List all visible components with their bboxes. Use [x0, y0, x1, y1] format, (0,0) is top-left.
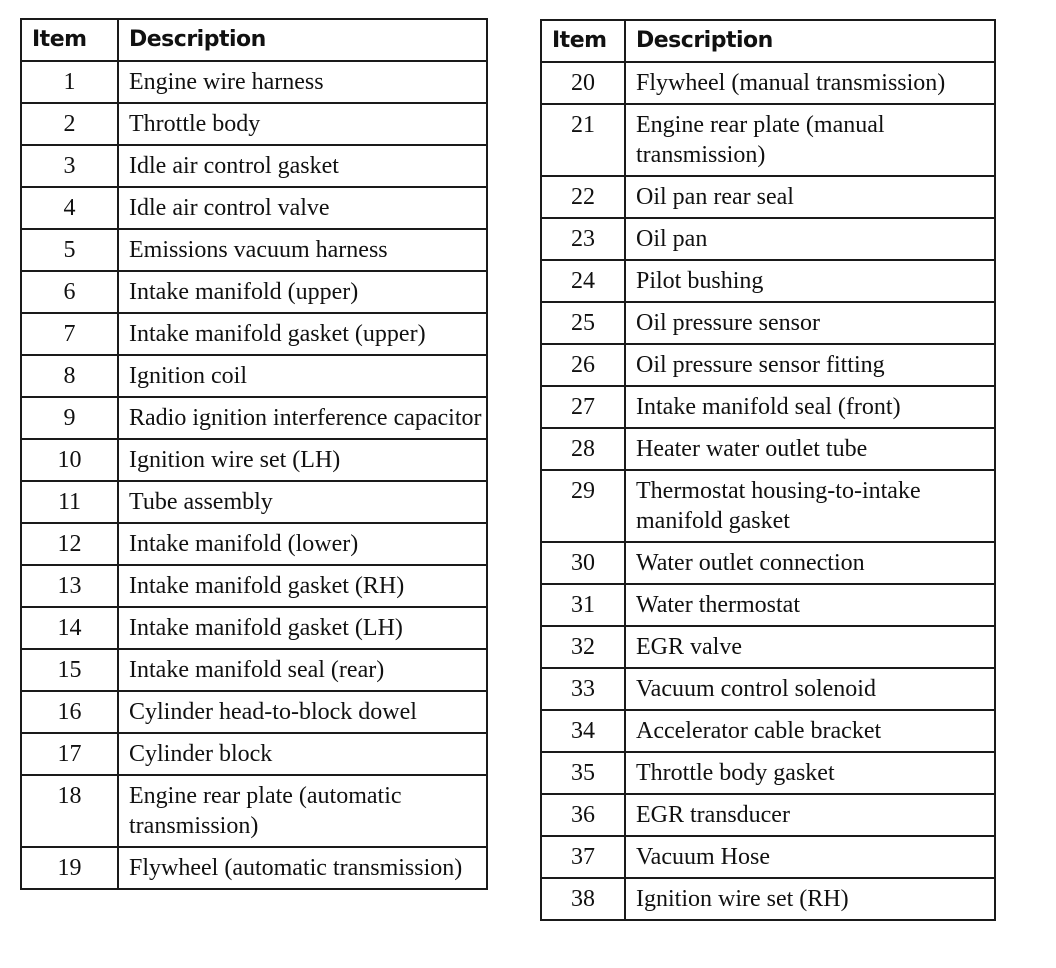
- table-row: [541, 542, 995, 584]
- item-number: 16: [21, 691, 118, 733]
- table-row: [541, 62, 995, 104]
- table-row: [541, 584, 995, 626]
- item-description: Heater water outlet tube: [625, 428, 995, 470]
- item-description: Throttle body: [118, 103, 487, 145]
- table-row: [541, 428, 995, 470]
- table-row: [541, 470, 995, 542]
- item-description: Engine rear plate (automatic transmission): [118, 775, 487, 847]
- item-number: 28: [541, 428, 625, 470]
- item-number: 13: [21, 565, 118, 607]
- item-number: 29: [541, 470, 625, 542]
- item-number: 6: [21, 271, 118, 313]
- table-row: [541, 878, 995, 920]
- table-row: [541, 752, 995, 794]
- item-number: 31: [541, 584, 625, 626]
- item-column-header: Item: [21, 19, 118, 61]
- table-row: [541, 386, 995, 428]
- table-row: [541, 104, 995, 176]
- item-number: 3: [21, 145, 118, 187]
- item-description: Vacuum control solenoid: [625, 668, 995, 710]
- table-row: [21, 607, 487, 649]
- item-description: Radio ignition interference capacitor: [118, 397, 487, 439]
- item-description: Oil pressure sensor: [625, 302, 995, 344]
- table-row: [541, 260, 995, 302]
- item-description: Ignition coil: [118, 355, 487, 397]
- table-row: [21, 61, 487, 103]
- item-number: 24: [541, 260, 625, 302]
- table-row: [21, 313, 487, 355]
- item-description: Flywheel (manual transmission): [625, 62, 995, 104]
- item-description: Vacuum Hose: [625, 836, 995, 878]
- item-description: Ignition wire set (RH): [625, 878, 995, 920]
- item-number: 27: [541, 386, 625, 428]
- item-description: Idle air control valve: [118, 187, 487, 229]
- table-row: [541, 626, 995, 668]
- item-number: 35: [541, 752, 625, 794]
- item-description: Emissions vacuum harness: [118, 229, 487, 271]
- table-row: [21, 523, 487, 565]
- item-number: 4: [21, 187, 118, 229]
- table-row: [541, 668, 995, 710]
- table-row: [541, 794, 995, 836]
- item-description: Pilot bushing: [625, 260, 995, 302]
- item-number: 25: [541, 302, 625, 344]
- item-number: 11: [21, 481, 118, 523]
- table-row: [541, 710, 995, 752]
- header-row: [21, 19, 487, 61]
- table-row: [21, 145, 487, 187]
- item-description: Accelerator cable bracket: [625, 710, 995, 752]
- item-description: Thermostat housing-to-intake manifold gasket: [625, 470, 995, 542]
- table-row: [541, 836, 995, 878]
- item-description: Intake manifold seal (front): [625, 386, 995, 428]
- table-row: [21, 691, 487, 733]
- item-description: EGR valve: [625, 626, 995, 668]
- item-number: 26: [541, 344, 625, 386]
- item-number: 10: [21, 439, 118, 481]
- table-row: [21, 355, 487, 397]
- item-number: 5: [21, 229, 118, 271]
- item-number: 2: [21, 103, 118, 145]
- table-row: [21, 481, 487, 523]
- item-number: 1: [21, 61, 118, 103]
- header-row: [541, 20, 995, 62]
- table-row: [541, 302, 995, 344]
- item-description: Tube assembly: [118, 481, 487, 523]
- table-row: [21, 271, 487, 313]
- item-description: Intake manifold seal (rear): [118, 649, 487, 691]
- item-description: Cylinder head-to-block dowel: [118, 691, 487, 733]
- item-description: Engine wire harness: [118, 61, 487, 103]
- item-description: Intake manifold gasket (RH): [118, 565, 487, 607]
- item-number: 19: [21, 847, 118, 889]
- item-description: Oil pan: [625, 218, 995, 260]
- item-number: 38: [541, 878, 625, 920]
- item-number: 14: [21, 607, 118, 649]
- table-row: [541, 344, 995, 386]
- item-number: 8: [21, 355, 118, 397]
- description-column-header: Description: [118, 19, 487, 61]
- item-number: 33: [541, 668, 625, 710]
- item-number: 37: [541, 836, 625, 878]
- table-row: [21, 733, 487, 775]
- table-row: [21, 187, 487, 229]
- table-row: [541, 218, 995, 260]
- item-number: 17: [21, 733, 118, 775]
- item-number: 21: [541, 104, 625, 176]
- item-number: 22: [541, 176, 625, 218]
- item-description: Throttle body gasket: [625, 752, 995, 794]
- item-description: Idle air control gasket: [118, 145, 487, 187]
- table-row: [21, 847, 487, 889]
- item-number: 15: [21, 649, 118, 691]
- item-number: 34: [541, 710, 625, 752]
- item-number: 12: [21, 523, 118, 565]
- item-description: Cylinder block: [118, 733, 487, 775]
- parts-table-right: [540, 19, 996, 921]
- item-column-header: Item: [541, 20, 625, 62]
- table-row: [21, 103, 487, 145]
- table-row: [21, 397, 487, 439]
- item-description: Intake manifold gasket (LH): [118, 607, 487, 649]
- item-description: Water outlet connection: [625, 542, 995, 584]
- item-number: 23: [541, 218, 625, 260]
- item-number: 32: [541, 626, 625, 668]
- table-row: [21, 649, 487, 691]
- item-number: 18: [21, 775, 118, 847]
- item-number: 20: [541, 62, 625, 104]
- item-description: Intake manifold gasket (upper): [118, 313, 487, 355]
- table-row: [21, 229, 487, 271]
- parts-table-left: [20, 18, 488, 890]
- item-description: Oil pressure sensor fitting: [625, 344, 995, 386]
- item-description: Ignition wire set (LH): [118, 439, 487, 481]
- description-column-header: Description: [625, 20, 995, 62]
- table-row: [541, 176, 995, 218]
- table-row: [21, 439, 487, 481]
- item-description: EGR transducer: [625, 794, 995, 836]
- item-description: Flywheel (automatic transmission): [118, 847, 487, 889]
- table-row: [21, 565, 487, 607]
- item-description: Water thermostat: [625, 584, 995, 626]
- item-description: Oil pan rear seal: [625, 176, 995, 218]
- item-number: 36: [541, 794, 625, 836]
- item-description: Intake manifold (lower): [118, 523, 487, 565]
- table-row: [21, 775, 487, 847]
- item-number: 7: [21, 313, 118, 355]
- item-number: 9: [21, 397, 118, 439]
- item-number: 30: [541, 542, 625, 584]
- item-description: Intake manifold (upper): [118, 271, 487, 313]
- item-description: Engine rear plate (manual transmission): [625, 104, 995, 176]
